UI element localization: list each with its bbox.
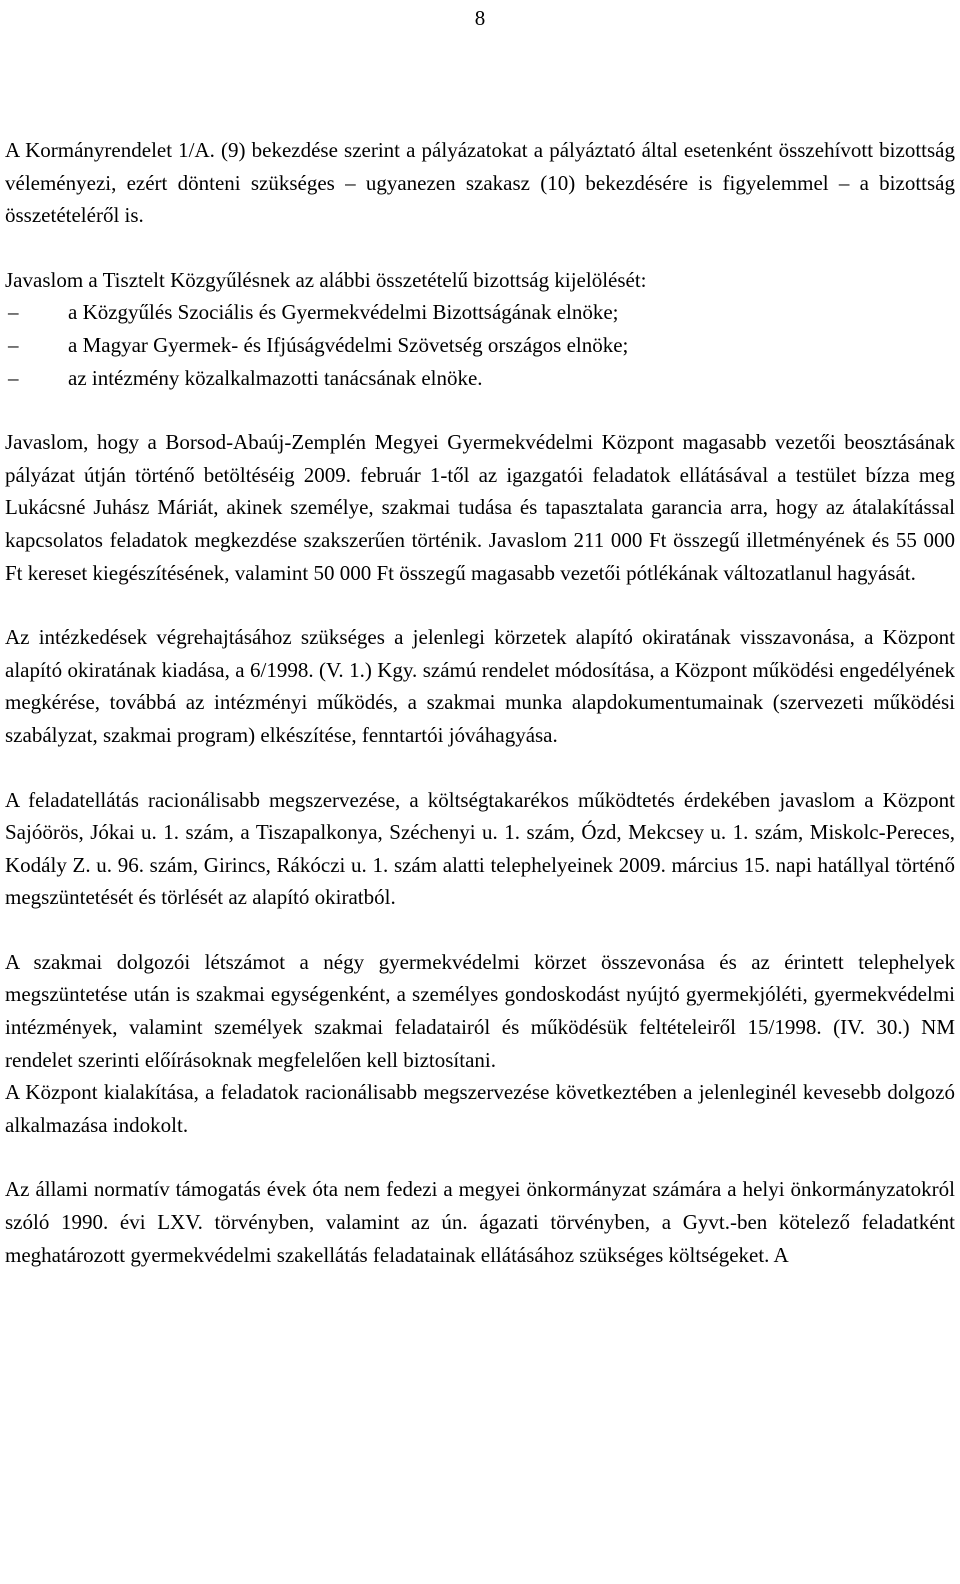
list-item-text: a Közgyűlés Szociális és Gyermekvédelmi Bizottságának elnöke; — [68, 300, 619, 325]
committee-proposal-block — [5, 264, 955, 394]
dash-marker: – — [8, 332, 19, 357]
page-number: 8 — [474, 6, 486, 30]
paragraph-committee-intro: Javaslom a Tisztelt Közgyűlésnek az alábbi összetételű bizottság kijelölését: — [5, 267, 647, 292]
dash-marker: – — [8, 300, 19, 325]
dash-marker: – — [8, 365, 19, 390]
list-item — [5, 329, 955, 362]
paragraph-site-closures: A feladatellátás racionálisabb megszervezése, a költségtakarékos működtetés érdekében javaslom a Központ Sajóörös, Jókai u. 1. szám, a Tiszapalkonya, Széchenyi u. 1. szám, Ózd, Mekcsey u. 1. szám, Miskolc-Pereces, Kodály Z. u. 96. szám, Girincs, Rákóczi u. 1. szám alatti telephelyeinek 2009. március 15. napi hatállyal történő megszüntetését és törlését az alapító okiratból. — [5, 787, 955, 910]
list-item-text: a Magyar Gyermek- és Ifjúságvédelmi Szövetség országos elnöke; — [68, 332, 629, 357]
paragraph-decree-committee: A Kormányrendelet 1/A. (9) bekezdése szerint a pályázatokat a pályáztató által esetenként összehívott bizottság véleményezi, ezért dönteni szükséges – ugyanezen szakasz (10) bekezdésére is figyelemmel – a bizottság összetételéről is. — [5, 138, 955, 228]
paragraph-required-measures: Az intézkedések végrehajtásához szükséges a jelenlegi körzetek alapító okiratának visszavonása, a Központ alapító okiratának kiadása, a 6/1998. (V. 1.) Kgy. számú rendelet módosítása, a Központ működési engedélyének megkérése, továbbá az intézményi működés, a szakmai munka alapdokumentumainak (szervezeti működési szabályzat, szakmai program) elkészítése, fenntartói jóváhagyása. — [5, 625, 955, 747]
list-item — [5, 296, 955, 329]
paragraph-state-funding: Az állami normatív támogatás évek óta nem fedezi a megyei önkormányzat számára a helyi önkormányzatokról szóló 1990. évi LXV. törvényben, valamint az ún. ágazati törvényben, a Gyvt.-ben kötelező feladatként meghatározott gyermekvédelmi szakellátás feladatainak ellátásához szükséges költségeket. A — [5, 1177, 955, 1267]
paragraph-staffing: A szakmai dolgozói létszámot a négy gyermekvédelmi körzet összevonása és az érintett telephelyek megszüntetése után is szakmai egységenként, a személyes gondoskodást nyújtó gyermekjóléti, gyermekvédelmi intézmények, valamint személyek szakmai feladatairól és működésük feltételeiről 15/1998. (IV. 30.) NM rendelet szerinti előírásoknak megfelelően kell biztosítani. — [5, 949, 955, 1072]
paragraph-reduced-staff: A Központ kialakítása, a feladatok racionálisabb megszervezése következtében a jelenleginél kevesebb dolgozó alkalmazása indokolt. — [5, 1080, 955, 1137]
list-item-text: az intézmény közalkalmazotti tanácsának elnöke. — [68, 365, 483, 390]
paragraph-interim-director: Javaslom, hogy a Borsod-Abaúj-Zemplén Megyei Gyermekvédelmi Központ magasabb vezetői beosztásának pályázat útján történő betöltéséig 2009. február 1-től az igazgatói feladatok ellátásával a testület bízza meg Lukácsné Juhász Máriát, akinek személye, szakmai tudása és tapasztalata garancia arra, hogy az átalakítással kapcsolatos feladatok megkezdése szakszerűen történik. Javaslom 211 000 Ft összegű illetményének és 55 000 Ft kereset kiegészítésének, valamint 50 000 Ft összegű magasabb vezetői pótlékának változatlanul hagyását. — [5, 430, 955, 585]
committee-members-list — [5, 296, 955, 394]
list-item — [5, 362, 955, 395]
document-body — [5, 134, 955, 1271]
